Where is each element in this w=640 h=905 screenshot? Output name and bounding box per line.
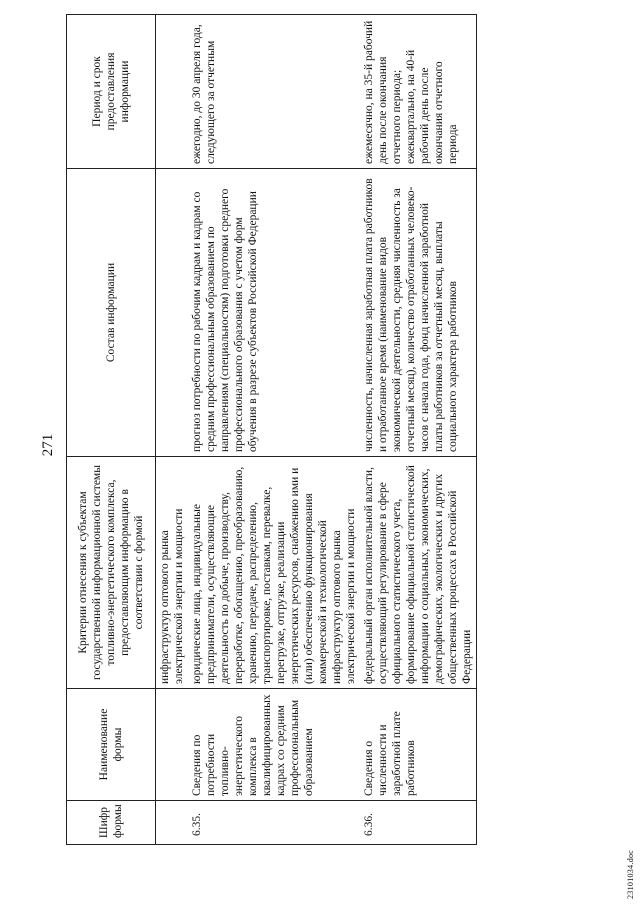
header-period: Период и срок предоставления информации <box>67 15 156 169</box>
row-code: 6.35. <box>188 801 360 845</box>
forms-table <box>66 14 477 845</box>
row-content: прогноз потребности по рабочим кадрам и кадрам со средним профессиональным образованием по направлениям (специальностям) подготовки среднего профессионального образования с учетом форм обучения в разрезе субъектов Российской Федерации <box>188 169 360 457</box>
table-header-row <box>67 15 156 845</box>
row-criteria: юридические лица, индивидуальные предприниматели, осуществляющие деятельность по добыче, производству, переработке, обогащению, преобразованию, хранению, передаче, распределению, транспортировке, поставкам, перевалке, перегрузке, отгрузке, реализации энергетических ресурсов, снабжению ими и (или) обеспечению функционирования коммерческой и технологической инфраструктур оптового рынка электрической энергии и мощности <box>188 457 360 689</box>
row-content: численность, начисленная заработная плата работников и отработанное время (наименование видов экономической деятельности, средняя численность за отчетный месяц), количество отработанных человеко-часов с начала года, фонд начисленной заработной платы работников за отчетный месяц, выплаты социального характера работников <box>360 169 477 457</box>
header-code: Шифр формы <box>67 801 156 845</box>
header-content: Состав информации <box>67 169 156 457</box>
file-name: 23101034.doc <box>626 849 635 899</box>
table-row <box>360 15 477 845</box>
row-name: Сведения о численности и заработной плате работников <box>360 689 477 801</box>
continuation-criteria: инфраструктур оптового рынка электрической энергии и мощности <box>156 457 189 689</box>
header-criteria: Критерии отнесения к субъектам государственной информационной системы топливно-энергетического комплекса, предоставляющим информацию в соответствии с формой <box>67 457 156 689</box>
row-criteria: федеральный орган исполнительной власти, осуществляющий регулирование в сфере официального статистического учета, формирование официальной статистической информации о социальных, экономических, демографических, экологических и других общественных процессах в Российской Федерации <box>360 457 477 689</box>
page-number: 271 <box>40 433 56 457</box>
header-name: Наименование формы <box>67 689 156 801</box>
table-row <box>188 15 360 845</box>
row-period: ежегодно, до 30 апреля года, следующего за отчетным <box>188 15 360 169</box>
continuation-row <box>156 15 189 845</box>
row-code: 6.36. <box>360 801 477 845</box>
row-period: ежемесячно, на 35-й рабочий день после окончания отчетного периода; ежеквартально, на 40-й рабочий день после окончания отчетного периода <box>360 15 477 169</box>
row-name: Сведения по потребности топливно-энергетического комплекса в квалифицированных кадрах со средним профессиональным образованием <box>188 689 360 801</box>
